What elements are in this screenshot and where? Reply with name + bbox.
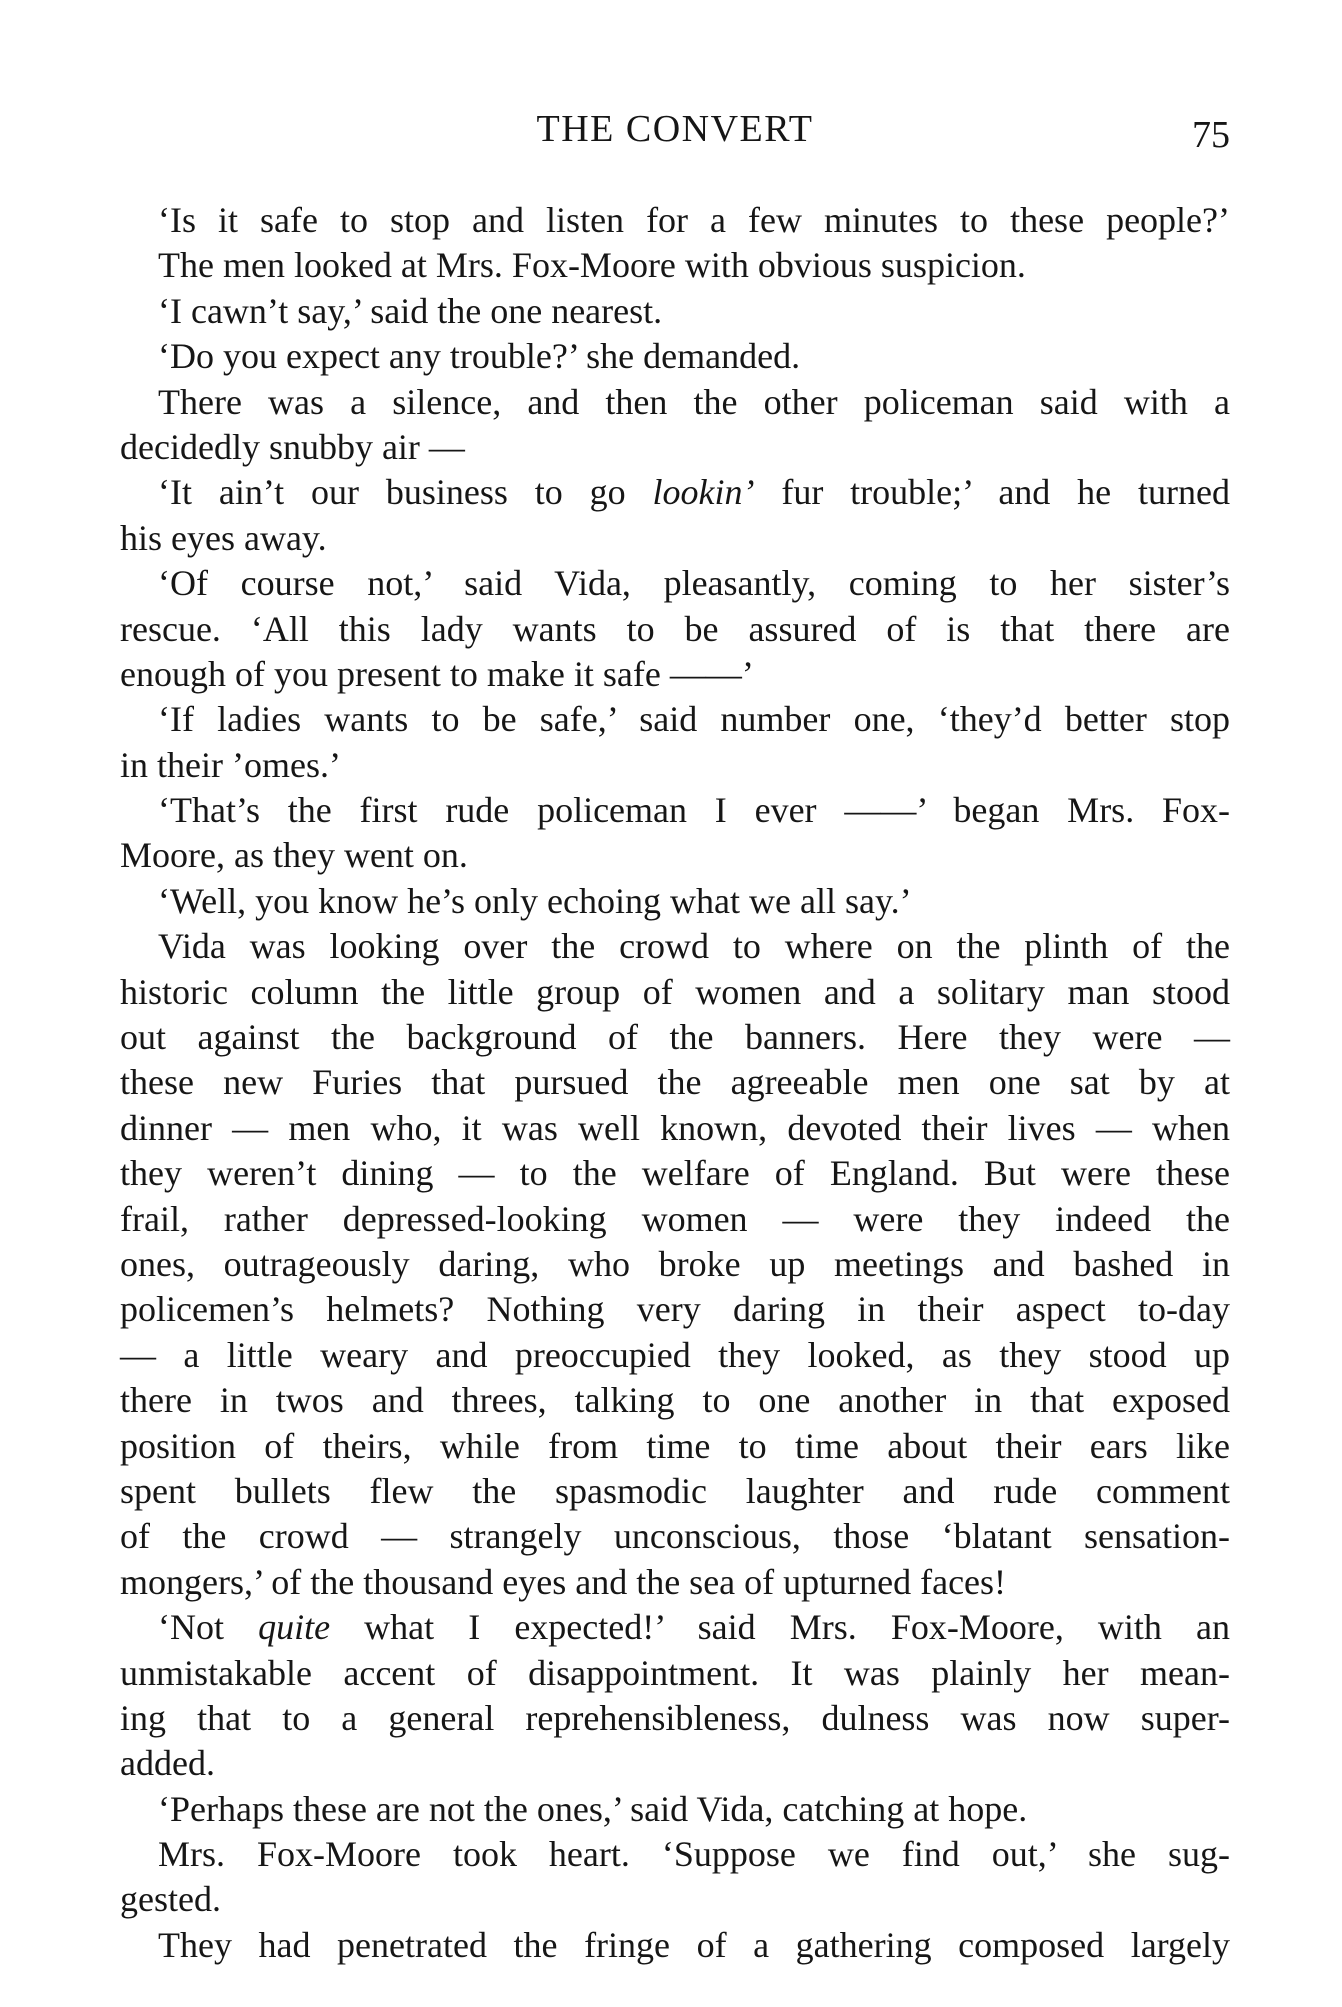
text-segment: Mrs. Fox-Moore took heart. ‘Suppose we find out,’ she sug- bbox=[158, 1834, 1230, 1875]
text-segment: fur trouble;’ and he turned bbox=[754, 472, 1230, 513]
text-line bbox=[120, 1469, 1230, 1514]
body-text bbox=[120, 198, 1230, 1968]
text-segment: there in twos and threes, talking to one another in that exposed bbox=[120, 1380, 1230, 1421]
text-line bbox=[120, 1015, 1230, 1060]
text-line bbox=[120, 879, 1230, 924]
text-line bbox=[120, 243, 1230, 288]
italic-text: lookin’ bbox=[652, 472, 755, 513]
text-segment: The men looked at Mrs. Fox-Moore with obvious suspicion. bbox=[158, 245, 1026, 286]
text-segment: historic column the little group of women and a solitary man stood bbox=[120, 971, 1230, 1012]
text-segment: of the crowd — strangely unconscious, those ‘blatant sensation- bbox=[120, 1516, 1230, 1557]
text-segment: decidedly snubby air — bbox=[120, 426, 465, 467]
text-segment: rescue. ‘All this lady wants to be assured of is that there are bbox=[120, 608, 1230, 649]
text-line bbox=[120, 334, 1230, 379]
text-segment: ‘Well, you know he’s only echoing what we all say.’ bbox=[158, 880, 912, 921]
text-segment: There was a silence, and then the other policeman said with a bbox=[158, 381, 1230, 422]
page-number: 75 bbox=[1192, 114, 1230, 156]
text-line bbox=[120, 1923, 1230, 1968]
text-segment: they weren’t dining — to the welfare of England. But were these bbox=[120, 1153, 1230, 1194]
text-line bbox=[120, 1605, 1230, 1650]
text-line bbox=[120, 1060, 1230, 1105]
text-segment: ‘If ladies wants to be safe,’ said number one, ‘they’d better stop bbox=[158, 699, 1230, 740]
text-line bbox=[120, 470, 1230, 515]
text-segment: ones, outrageously daring, who broke up meetings and bashed in bbox=[120, 1243, 1230, 1284]
text-line bbox=[120, 970, 1230, 1015]
text-line bbox=[120, 697, 1230, 742]
text-line bbox=[120, 1424, 1230, 1469]
text-segment: ‘Is it safe to stop and listen for a few minutes to these people?’ bbox=[158, 200, 1230, 240]
text-segment: ‘That’s the first rude policeman I ever ——’ began Mrs. Fox- bbox=[158, 790, 1230, 831]
text-segment: enough of you present to make it safe ——’ bbox=[120, 653, 754, 694]
text-line bbox=[120, 1560, 1230, 1605]
text-line bbox=[120, 743, 1230, 788]
text-segment: Vida was looking over the crowd to where on the plinth of the bbox=[158, 926, 1230, 967]
text-segment: They had penetrated the fringe of a gathering composed largely bbox=[158, 1924, 1230, 1965]
page-header bbox=[120, 104, 1230, 154]
text-line bbox=[120, 1514, 1230, 1559]
text-segment: out against the background of the banners. Here they were — bbox=[120, 1017, 1230, 1058]
text-line bbox=[120, 1151, 1230, 1196]
text-line bbox=[120, 561, 1230, 606]
text-line bbox=[120, 788, 1230, 833]
text-line bbox=[120, 1877, 1230, 1922]
text-segment: spent bullets flew the spasmodic laughter and rude comment bbox=[120, 1470, 1230, 1511]
text-line bbox=[120, 380, 1230, 425]
text-segment: dinner — men who, it was well known, devoted their lives — when bbox=[120, 1107, 1230, 1148]
text-segment: gested. bbox=[120, 1879, 221, 1920]
text-line bbox=[120, 1378, 1230, 1423]
text-line bbox=[120, 1242, 1230, 1287]
text-line bbox=[120, 198, 1230, 243]
text-segment: policemen’s helmets? Nothing very daring in their aspect to-day bbox=[120, 1289, 1230, 1330]
text-line bbox=[120, 924, 1230, 969]
text-line bbox=[120, 1287, 1230, 1332]
text-segment: ‘Do you expect any trouble?’ she demanded. bbox=[158, 336, 801, 377]
text-segment: ‘It ain’t our business to go bbox=[158, 472, 653, 513]
text-segment: — a little weary and preoccupied they looked, as they stood up bbox=[120, 1334, 1230, 1375]
text-line bbox=[120, 1741, 1230, 1786]
text-line bbox=[120, 1696, 1230, 1741]
text-line bbox=[120, 1106, 1230, 1151]
text-segment: ‘Of course not,’ said Vida, pleasantly, coming to her sister’s bbox=[158, 563, 1230, 604]
text-line bbox=[120, 1787, 1230, 1832]
text-segment: his eyes away. bbox=[120, 517, 327, 558]
text-segment: ing that to a general reprehensibleness, dulness was now super- bbox=[120, 1697, 1230, 1738]
text-segment: what I expected!’ said Mrs. Fox-Moore, with an bbox=[330, 1607, 1230, 1648]
text-segment: added. bbox=[120, 1743, 215, 1784]
text-segment: these new Furies that pursued the agreeable men one sat by at bbox=[120, 1062, 1230, 1103]
text-line bbox=[120, 1832, 1230, 1877]
text-segment: unmistakable accent of disappointment. It was plainly her mean- bbox=[120, 1652, 1230, 1693]
text-line bbox=[120, 1333, 1230, 1378]
text-segment: Moore, as they went on. bbox=[120, 835, 468, 876]
text-segment: mongers,’ of the thousand eyes and the sea of upturned faces! bbox=[120, 1561, 1007, 1602]
italic-text: quite bbox=[258, 1607, 331, 1648]
text-line bbox=[120, 833, 1230, 878]
text-segment: in their ’omes.’ bbox=[120, 744, 341, 785]
text-line bbox=[120, 425, 1230, 470]
text-segment: ‘Not bbox=[158, 1607, 259, 1648]
text-line bbox=[120, 516, 1230, 561]
text-segment: position of theirs, while from time to time about their ears like bbox=[120, 1425, 1230, 1466]
text-line bbox=[120, 1197, 1230, 1242]
text-line bbox=[120, 1651, 1230, 1696]
text-segment: ‘Perhaps these are not the ones,’ said Vida, catching at hope. bbox=[158, 1788, 1028, 1829]
text-segment: frail, rather depressed-looking women — were they indeed the bbox=[120, 1198, 1230, 1239]
text-segment: ‘I cawn’t say,’ said the one nearest. bbox=[158, 290, 663, 331]
text-line bbox=[120, 289, 1230, 334]
text-line bbox=[120, 607, 1230, 652]
text-line bbox=[120, 652, 1230, 697]
running-title: THE CONVERT bbox=[536, 108, 814, 150]
